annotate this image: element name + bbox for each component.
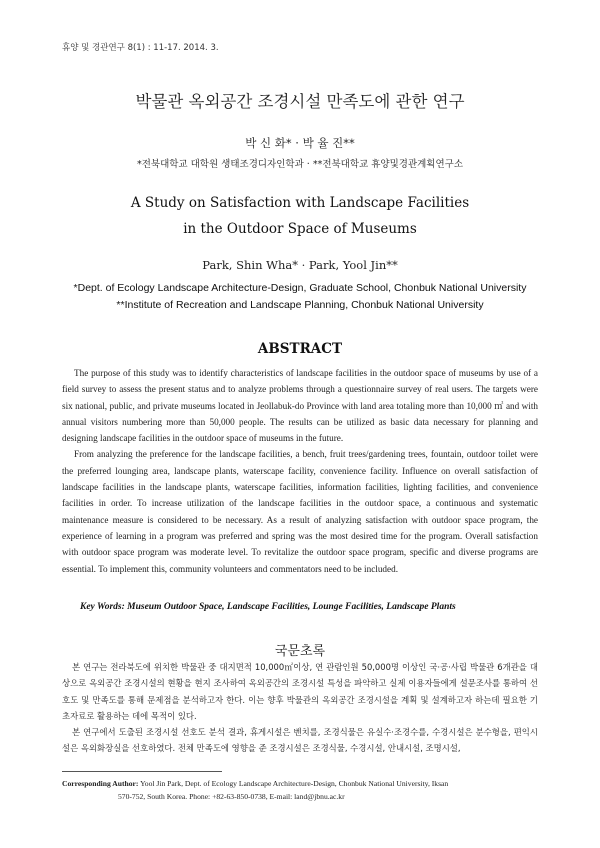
english-affiliation bbox=[0, 280, 600, 313]
english-authors: Park, Shin Wha* · Park, Yool Jin** bbox=[202, 258, 398, 272]
corresponding-author-line2: 570-752, South Korea. Phone: +82-63-850-0738, E-mail: land@jbnu.ac.kr bbox=[118, 792, 345, 801]
corresponding-author-note bbox=[62, 777, 538, 803]
abstract-body bbox=[62, 365, 538, 577]
korean-abstract-paragraph: 본 연구는 전라북도에 위치한 박물관 중 대지면적 10,000㎡이상, 연 관람인원 50,000명 이상인 국·공·사립 박물관 6개관을 대상으로 옥외공간 조경시설의 현황을 현지 조사하여 옥외공간의 조경시설 특성을 파악하고 실제 이용자들에게 설문조사를 통하여 선호도 및 만족도를 통해 문제점을 분석하고자 한다. 이는 향후 박물관의 옥외공간 조경시설을 계획 및 설계하고자 하는데 필요한 기초자료로 활용하는 데에 목적이 있다. bbox=[62, 662, 538, 721]
korean-abstract-heading: 국문초록 bbox=[274, 644, 326, 659]
corresponding-author-label: Corresponding Author: bbox=[62, 779, 139, 788]
corresponding-author-text: Yool Jin Park, Dept. of Ecology Landscape Architecture-Design, Chonbuk National University, Iksan bbox=[138, 779, 449, 788]
korean-affiliation: *전북대학교 대학원 생태조경디자인학과 · **전북대학교 휴양및경관계획연구소 bbox=[136, 159, 464, 170]
english-title-line2: in the Outdoor Space of Museums bbox=[183, 221, 417, 237]
english-affiliation-line2: **Institute of Recreation and Landscape Planning, Chonbuk National University bbox=[116, 298, 484, 311]
keywords: Key Words: Museum Outdoor Space, Landscape Facilities, Lounge Facilities, Landscape Plants bbox=[80, 602, 456, 612]
running-head: 휴양 및 경관연구 8(1) : 11-17. 2014. 3. bbox=[62, 43, 219, 53]
abstract-paragraph: The purpose of this study was to identify characteristics of landscape facilities in the outdoor space of museums by use of a field survey to assess the present status and to analyze problems through a questionnaire survey of real users. The targets were six national, public, and private museums located in Jeollabuk-do Province with land area totaling more than 10,000 ㎡ and with annual visitors numbering more than 50,000 people. The results can be utilized as basic data necessary for planning and designing landscape facilities in the outdoor space of museums in the future. bbox=[62, 368, 538, 444]
korean-title: 박물관 옥외공간 조경시설 만족도에 관한 연구 bbox=[135, 92, 465, 111]
footnote-divider bbox=[62, 771, 222, 772]
corresponding-author-line1 bbox=[62, 777, 538, 790]
korean-authors: 박 신 화* · 박 율 진** bbox=[245, 136, 355, 150]
english-title-line1: A Study on Satisfaction with Landscape Facilities bbox=[130, 195, 470, 211]
abstract-heading: ABSTRACT bbox=[257, 341, 343, 357]
abstract-paragraph: From analyzing the preference for the landscape facilities, a bench, fruit trees/gardening trees, fountain, outdoor toilet were the preferred lounging area, landscape plants, waterscape facility, convenience facility. Influence on overall satisfaction of landscape facilities in the landscape plants, waterscape facilities, information facilities, lighting facilities, and convenience facilities in order. To increase utilization of the landscape facilities in the outdoor space, a continuous and systematic maintenance measure is considered to be necessary. As a result of analyzing satisfaction with outdoor space program, the experience of learning in a program was preferred and spring was the most desired time for the program. Overall satisfaction with outdoor space program was moderate level. To revitalize the outdoor space program, specific and diverse programs are essential. To implement this, community volunteers and commentators need to be included. bbox=[62, 449, 538, 574]
korean-abstract-paragraph: 본 연구에서 도출된 조경시설 선호도 분석 결과, 휴게시설은 벤치를, 조경식물은 유실수·조경수를, 수경시설은 분수형을, 편익시설은 옥외화장실을 선호하였다. 전체 만족도에 영향을 준 조경시설은 조경식물, 수경시설, 안내시설, 조명시설, bbox=[62, 727, 538, 754]
english-affiliation-line1: *Dept. of Ecology Landscape Architecture-Design, Graduate School, Chonbuk National University bbox=[73, 282, 527, 294]
english-title bbox=[0, 190, 600, 242]
korean-abstract-body bbox=[62, 659, 538, 757]
